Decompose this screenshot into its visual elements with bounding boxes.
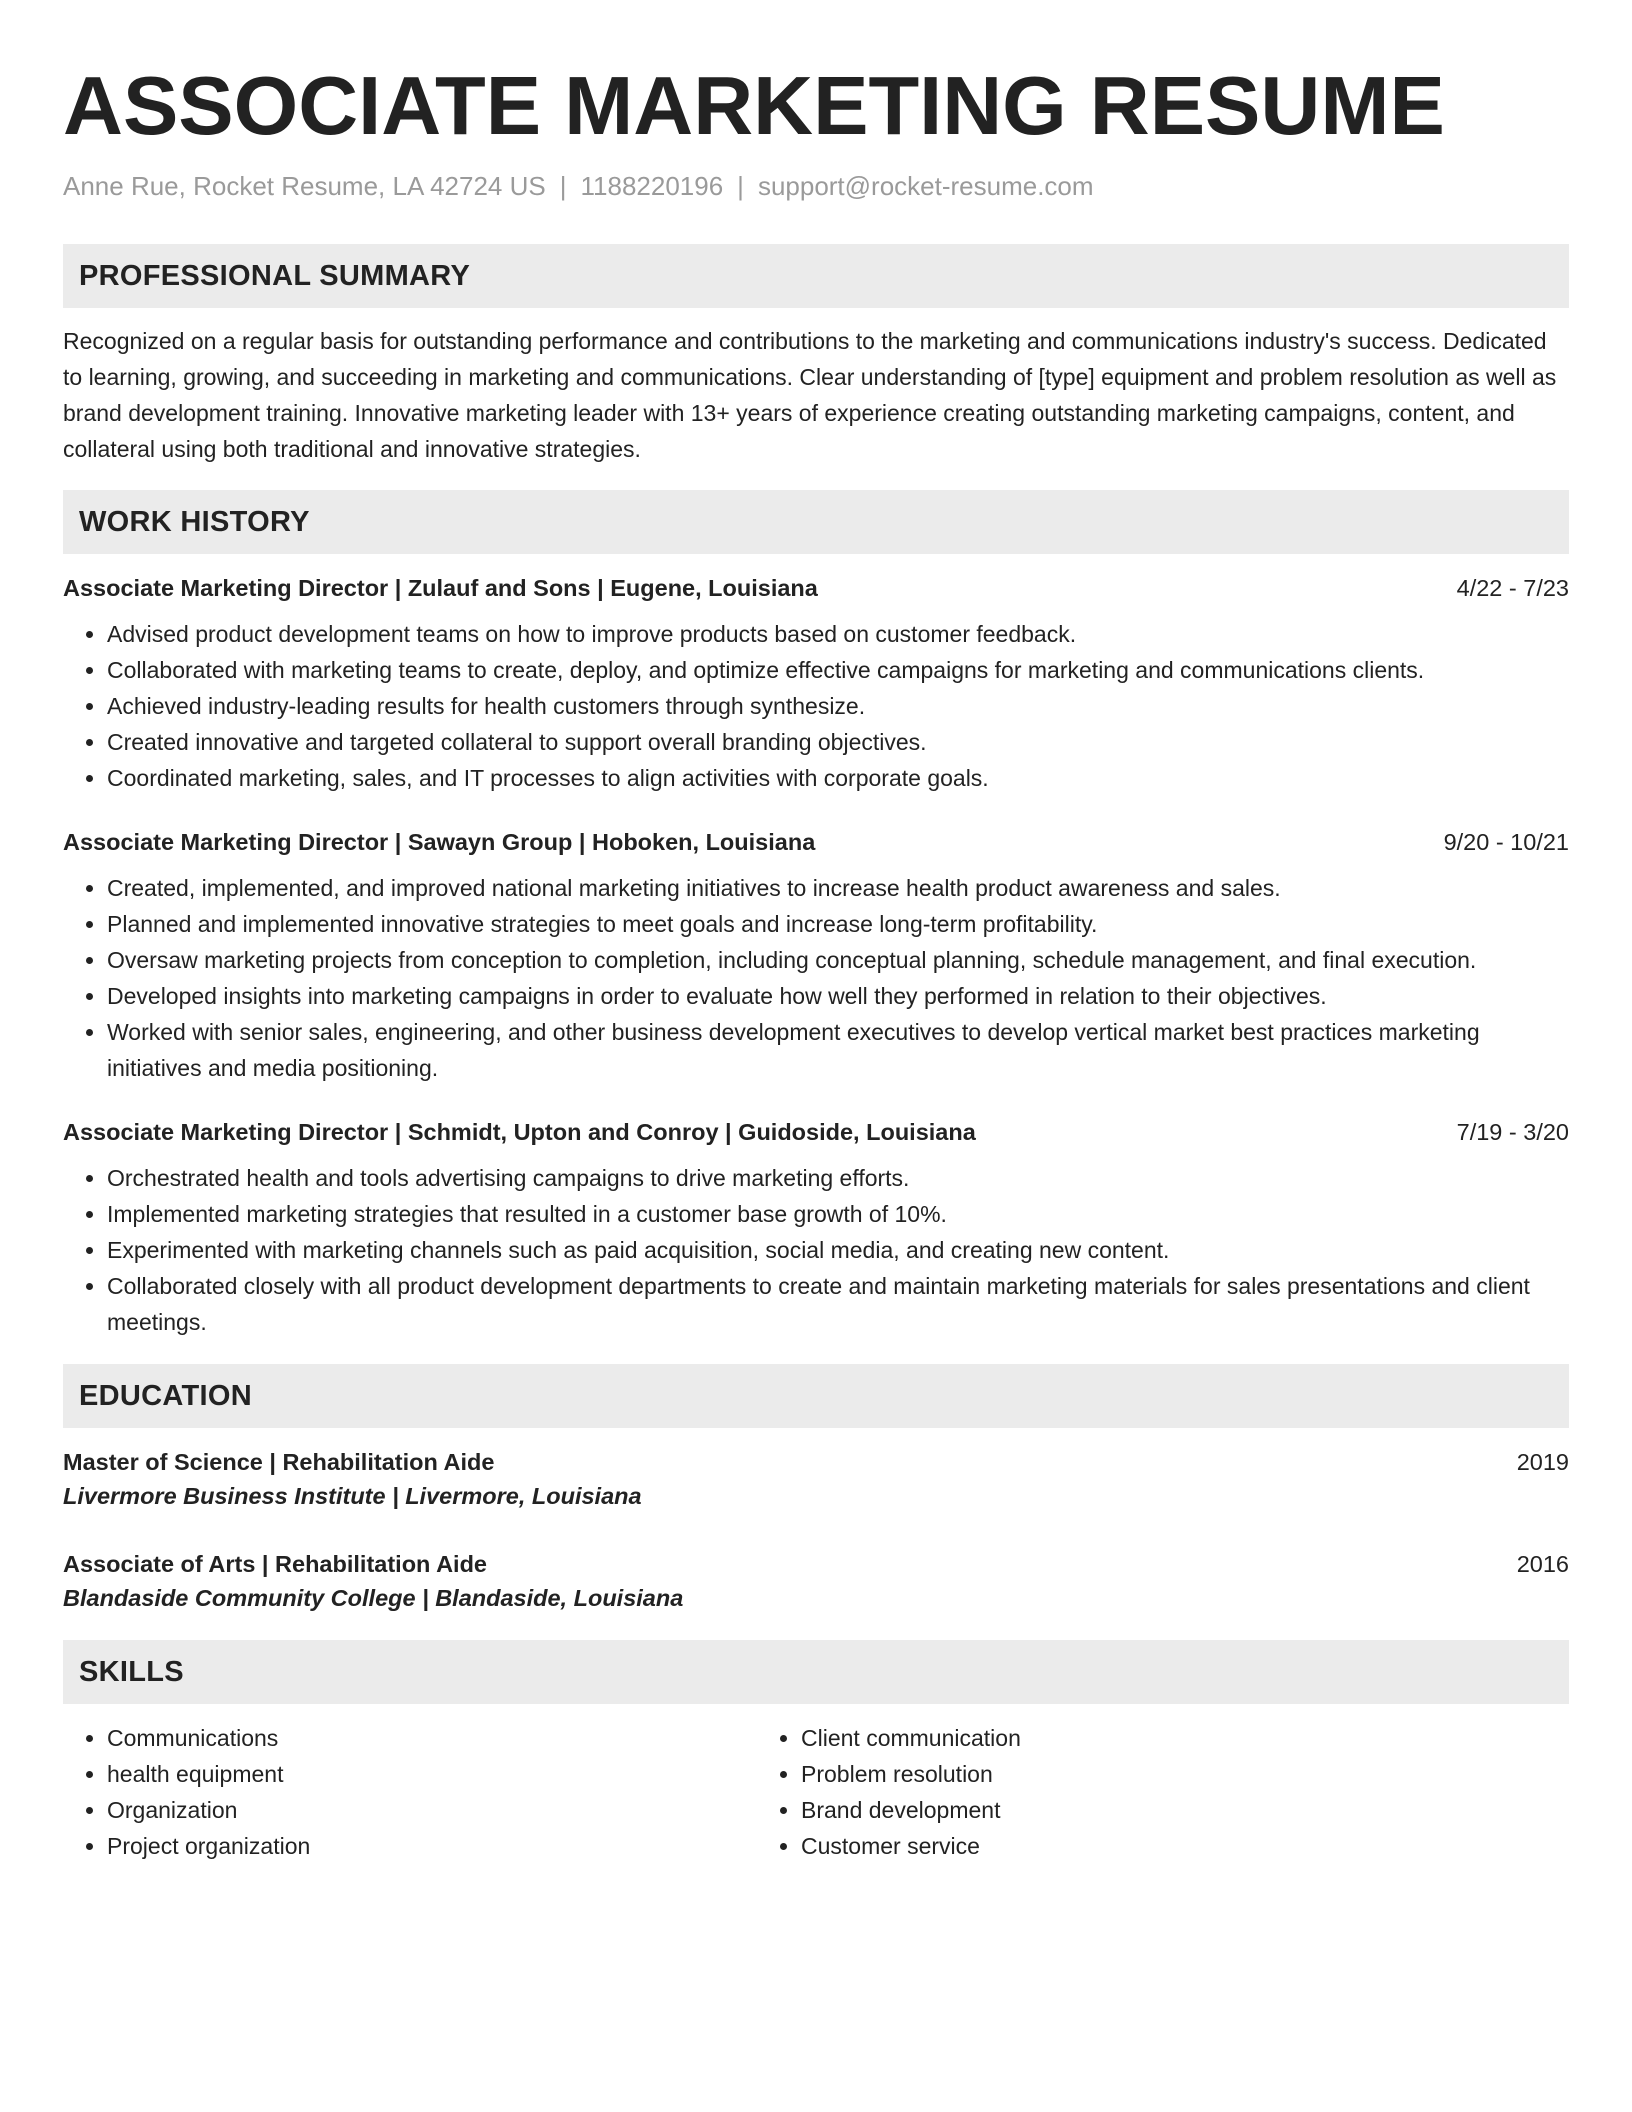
- contact-phone: 1188220196: [580, 171, 724, 201]
- job-dates: 7/19 - 3/20: [1456, 1119, 1569, 1145]
- education-heading: EDUCATION: [63, 1364, 1569, 1428]
- job-bullet: • Collaborated with marketing teams to create, deploy, and optimize effective campaigns for marketing and communications clients.: [107, 652, 1569, 688]
- education-entry: [63, 1548, 1569, 1616]
- contact-separator: |: [559, 171, 567, 201]
- job-bullets: [63, 870, 1569, 1086]
- contact-separator: |: [737, 171, 744, 201]
- skills-list-left: [63, 1720, 757, 1864]
- education-school: Blandaside Community College | Blandaside, Louisiana: [63, 1585, 684, 1611]
- education-school: Livermore Business Institute | Livermore, Louisiana: [63, 1483, 642, 1509]
- job-entry: [63, 1116, 1569, 1340]
- resume-title: ASSOCIATE MARKETING RESUME: [63, 59, 1445, 152]
- skill-item: • Project organization: [107, 1828, 757, 1864]
- skill-item: • Brand development: [801, 1792, 1451, 1828]
- job-title: Associate Marketing Director | Zulauf and Sons | Eugene, Louisiana: [63, 575, 818, 601]
- job-header: [63, 1116, 1569, 1148]
- skills-list-right: [757, 1720, 1451, 1864]
- skill-item: • Problem resolution: [801, 1756, 1451, 1792]
- job-dates: 4/22 - 7/23: [1456, 575, 1569, 601]
- job-bullet: • Developed insights into marketing campaigns in order to evaluate how well they performed in relation to their objectives.: [107, 978, 1569, 1014]
- skill-item: • Organization: [107, 1792, 757, 1828]
- job-bullets: [63, 1160, 1569, 1340]
- summary-text: Recognized on a regular basis for outstanding performance and contributions to the marketing and communications industry's success. Dedicated to learning, growing, and succeeding in marketing and communications. Clear understanding of [type] equipment and problem resolution as well as brand development training. Innovative marketing leader with 13+ years of experience creating outstanding marketing campaigns, content, and collateral using both traditional and innovative strategies.: [63, 328, 1557, 462]
- education-year: 2016: [1516, 1551, 1569, 1577]
- skills-heading: SKILLS: [63, 1640, 1569, 1704]
- job-bullet: • Worked with senior sales, engineering, and other business development executives to develop vertical market best practices marketing initiatives and media positioning.: [107, 1014, 1569, 1086]
- job-dates: 9/20 - 10/21: [1443, 829, 1569, 855]
- job-bullet: • Planned and implemented innovative strategies to meet goals and increase long-term profitability.: [107, 906, 1569, 942]
- education-degree: Master of Science | Rehabilitation Aide: [63, 1449, 495, 1475]
- job-bullet: • Collaborated closely with all product development departments to create and maintain marketing materials for sales presentations and client meetings.: [107, 1268, 1569, 1340]
- job-bullet: • Created, implemented, and improved national marketing initiatives to increase health product awareness and sales.: [107, 870, 1569, 906]
- summary-heading: PROFESSIONAL SUMMARY: [63, 244, 1569, 308]
- education-degree: Associate of Arts | Rehabilitation Aide: [63, 1551, 487, 1577]
- skill-item: • Client communication: [801, 1720, 1451, 1756]
- job-entry: [63, 826, 1569, 1086]
- job-title: Associate Marketing Director | Schmidt, Upton and Conroy | Guidoside, Louisiana: [63, 1119, 976, 1145]
- job-entry: [63, 572, 1569, 796]
- job-bullets: [63, 616, 1569, 796]
- education-header: [63, 1446, 1569, 1478]
- work-history-heading: WORK HISTORY: [63, 490, 1569, 554]
- education-entry: [63, 1446, 1569, 1514]
- skills-columns: [63, 1720, 1569, 1864]
- education-header: [63, 1548, 1569, 1580]
- job-bullet: • Implemented marketing strategies that resulted in a customer base growth of 10%.: [107, 1196, 1569, 1232]
- job-header: [63, 826, 1569, 858]
- skill-item: • Communications: [107, 1720, 757, 1756]
- skill-item: • Customer service: [801, 1828, 1451, 1864]
- job-title: Associate Marketing Director | Sawayn Group | Hoboken, Louisiana: [63, 829, 816, 855]
- job-bullet: • Advised product development teams on how to improve products based on customer feedback.: [107, 616, 1569, 652]
- contact-line: [63, 169, 1569, 203]
- job-bullet: • Achieved industry-leading results for health customers through synthesize.: [107, 688, 1569, 724]
- education-year: 2019: [1516, 1449, 1569, 1475]
- job-bullet: • Coordinated marketing, sales, and IT processes to align activities with corporate goals.: [107, 760, 1569, 796]
- job-header: [63, 572, 1569, 604]
- job-bullet: • Experimented with marketing channels such as paid acquisition, social media, and creating new content.: [107, 1232, 1569, 1268]
- job-bullet: • Orchestrated health and tools advertising campaigns to drive marketing efforts.: [107, 1160, 1569, 1196]
- job-bullet: • Created innovative and targeted collateral to support overall branding objectives.: [107, 724, 1569, 760]
- contact-address: Anne Rue, Rocket Resume, LA 42724 US: [63, 171, 546, 201]
- job-bullet: • Oversaw marketing projects from conception to completion, including conceptual planning, schedule management, and final execution.: [107, 942, 1569, 978]
- skill-item: • health equipment: [107, 1756, 757, 1792]
- contact-email[interactable]: support@rocket-resume.com: [757, 171, 1094, 201]
